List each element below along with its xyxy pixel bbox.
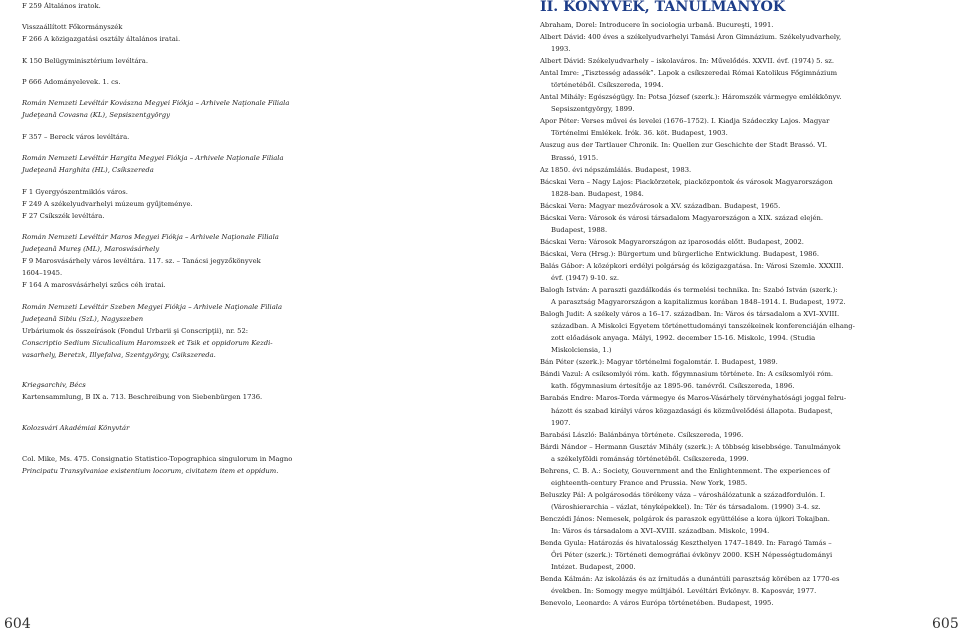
bibliography-entry: Antal Imre: „Tisztesség adassék”. Lapok a csíkszeredai Római Katolikus Főgimnázium: [540, 69, 838, 78]
section-heading: II. KÖNYVEK, TANULMÁNYOK: [540, 0, 786, 15]
bibliography-entry: Benda Gyula: Határozás és hivatalosság Keszthelyen 1747–1849. In: Faragó Tamás –: [540, 539, 832, 548]
bibliography-entry: Benda Kálmán: Az iskolázás és az írnitudás a dunántúli parasztság körében az 1770-es: [540, 575, 840, 584]
bibliography-entry: Auszug aus der Tartlauer Chronik. In: Quellen zur Geschichte der Stadt Brassó. VI.: [540, 141, 828, 150]
archive-item-line: F 266 A közigazgatási osztály általános iratai.: [22, 35, 181, 44]
bibliography-continuation: In: Város és társadalom a XVI–XVIII. században. Miskolc, 1994.: [551, 526, 770, 535]
bibliography-continuation: Őri Péter (szerk.): Történeti demográfiai évkönyv 2000. KSH Népességtudományi: [551, 551, 833, 560]
bibliography-entry: Apor Péter: Verses művei és levelei (1676–1752). I. Kiadja Szádeczky Lajos. Magyar: [540, 117, 830, 126]
bibliography-entry: Abraham, Dorel: Introducere în sociologia urbană. Bucureşti, 1991.: [540, 21, 774, 29]
bibliography-continuation: kath. főgymnasium értesítője az 1895-96. tanévről. Csíkszereda, 1896.: [551, 382, 795, 391]
bibliography-continuation: házott és szabad királyi város közgazdasági és közművelődési állapota. Budapest,: [551, 406, 833, 415]
archive-item-line: 1604–1945.: [22, 269, 63, 278]
archive-item-line: F 9 Marosvásárhely város levéltára. 117. sz. – Tanácsi jegyzőkönyvek: [22, 257, 261, 266]
archive-heading-line: Judeţeană Covasna (KL), Sepsiszentgyörgy: [22, 111, 170, 120]
bibliography-continuation: Sepsiszentgyörgy, 1899.: [551, 105, 635, 114]
bibliography-entry: Benevolo, Leonardo: A város Európa történetében. Budapest, 1995.: [540, 599, 774, 608]
bibliography-entry: Barabási László: Balánbánya története. Csíkszereda, 1996.: [540, 430, 744, 439]
archive-item-line: F 249 A székelyudvarhelyi múzeum gyűjteménye.: [22, 199, 193, 208]
bibliography-entry: Antal Mihály: Egészségügy. In: Potsa József (szerk.): Háromszék vármegye emlékkönyv.: [540, 93, 842, 102]
page-number-right: 605: [932, 616, 959, 632]
bibliography-continuation: Budapest, 1988.: [551, 225, 608, 234]
page-number-left: 604: [4, 616, 31, 632]
archive-heading-line: Conscriptio Sedium Siculicalium Haromszek et Tsik et oppidorum Kezdi-: [22, 338, 273, 347]
bibliography-continuation: Intézet. Budapest, 2000.: [551, 563, 636, 572]
bibliography-entry: Balogh István: A paraszti gazdálkodás és termelési technika. In: Szabó István (szerk.):: [540, 286, 838, 295]
bibliography-entry: Bácskai Vera: Városok Magyarországon az iparosodás előtt. Budapest, 2002.: [540, 237, 804, 246]
archive-heading-line: Kriegsarchiv, Bécs: [22, 381, 86, 390]
bibliography-continuation: történetéből. Csíkszereda, 1994.: [551, 81, 664, 90]
bibliography-entry: Beluszky Pál: A polgárosodás törékeny váza – városhálózatunk a századfordulón. I.: [540, 490, 826, 499]
bibliography-continuation: években. In: Somogy megye múltjából. Levéltári Évkönyv. 8. Kaposvár, 1977.: [551, 587, 817, 596]
bibliography-entry: Bácskai Vera: Városok és városi társadalom Magyarországon a XIX. század elején.: [540, 213, 824, 222]
bibliography-continuation: században. A Miskolci Egyetem történettudományi tanszékeinek konferenciáján elhang-: [551, 322, 855, 331]
right-column: [540, 19, 959, 609]
bibliography-continuation: A parasztság Magyarországon a kapitalizmus korában 1848–1914. I. Budapest, 1972.: [551, 298, 846, 307]
bibliography-entry: Bácskai Vera – Nagy Lajos: Piackörzetek, piacközpontok és városok Magyarországon: [540, 177, 833, 186]
archive-heading-line: Judeţeană Sibiu (SzL), Nagyszeben: [22, 314, 144, 323]
bibliography-entry: Bárdi Nándor – Hermann Gusztáv Mihály (szerk.): A többség kisebbsége. Tanulmányok: [540, 442, 841, 451]
archive-heading-line: vasarhely, Beretzk, Illyefalva, Szentgyörgy, Csikszereda.: [22, 350, 216, 359]
bibliography-continuation: Brassó, 1915.: [551, 153, 599, 162]
left-column: [22, 0, 460, 477]
bibliography-continuation: 1828-ban. Budapest, 1984.: [551, 189, 644, 198]
bibliography-entry: Balogh Judit: A székely város a 16–17. században. In: Város és társadalom a XVI–XVIII.: [540, 310, 840, 319]
archive-item-line: F 27 Csíkszék levéltára.: [22, 211, 105, 220]
bibliography-entry: Bácskai Vera: Magyar mezővárosok a XV. században. Budapest, 1965.: [540, 201, 781, 210]
archive-item-line: K 150 Belügyminisztérium levéltára.: [22, 56, 149, 65]
bibliography-continuation: eighteenth-century France and Prussia. New York, 1985.: [551, 478, 748, 487]
bibliography-continuation: zott előadások anyaga. Mályi, 1992. december 15-16. Miskolc, 1994. (Studia: [551, 334, 816, 343]
archive-item-line: P 666 Adományelevek. 1. cs.: [22, 78, 121, 87]
archive-item-line: Urbáriumok és összeírások (Fondul Urbarii şi Conscripţii), nr. 52:: [22, 326, 249, 335]
archive-item-line: Visszaállított Főkormányszék: [22, 23, 123, 32]
archive-heading-line: Kolozsvári Akadémiai Könyvtár: [22, 424, 130, 433]
archive-heading-line: Judeţeană Harghita (HL), Csíkszereda: [22, 166, 154, 175]
bibliography-entry: Barabás Endre: Maros-Torda vármegye és Maros-Vásárhely törvényhatósági joggal felru-: [540, 394, 847, 403]
archive-heading-line: Principatu Transylvaniae existentium locorum, civitatem item et oppidum.: [22, 466, 279, 475]
bibliography-entry: Behrens, C. B. A.: Society, Gouvernment and the Enlightenment. The experiences of: [540, 466, 830, 475]
bibliography-continuation: Miskolciensia, 1.): [551, 346, 612, 355]
bibliography-entry: Albert Dávid: Székelyudvarhely – iskolaváros. In: Művelődés. XXVII. évf. (1974) 5. sz.: [540, 57, 835, 66]
archive-item-line: F 357 – Bereck város levéltára.: [22, 132, 130, 141]
bibliography-continuation: a székelyföldi románság történetéből. Csíkszereda, 1999.: [551, 454, 749, 463]
archive-item-line: F 259 Általános iratok.: [22, 2, 101, 10]
bibliography-entry: Benczédi János: Nemesek, polgárok és paraszok együttélése a kora újkori Tokajban.: [540, 514, 830, 523]
archive-heading-line: Román Nemzeti Levéltár Szeben Megyei Fiókja – Arhivele Naţionale Filiala: [22, 302, 283, 311]
bibliography-continuation: Történelmi Emlékek. Írók. 36. köt. Budapest, 1903.: [551, 129, 728, 138]
archive-heading-line: Román Nemzeti Levéltár Hargita Megyei Fiókja – Arhivele Naţionale Filiala: [22, 154, 284, 163]
archive-item-line: F 1 Gyergyószentmiklós város.: [22, 187, 128, 196]
archive-item-line: Kartensammlung, B IX a. 713. Beschreibung von Siebenbürgen 1736.: [22, 393, 263, 402]
bibliography-entry: Balás Gábor: A középkori erdélyi polgárság és közigazgatása. In: Városi Szemle. XXXIII.: [540, 261, 844, 270]
archive-heading-line: Román Nemzeti Levéltár Maros Megyei Fiókja – Arhivele Naţionale Filiala: [22, 232, 279, 241]
archive-heading-line: Judeţeană Mureş (ML), Marosvásárhely: [22, 245, 160, 254]
archive-item-line: Col. Mike, Ms. 475. Consignatio Statistico-Topographica singulorum in Magno: [22, 454, 293, 463]
bibliography-entry: Bácskai, Vera (Hrsg.): Bürgertum und bürgerliche Entwicklung. Budapest, 1986.: [540, 249, 819, 258]
bibliography-entry: Bán Péter (szerk.): Magyar történelmi fogalomtár. I. Budapest, 1989.: [540, 358, 778, 367]
bibliography-continuation: évf. (1947) 9-10. sz.: [551, 273, 620, 282]
archive-heading-line: Román Nemzeti Levéltár Kovászna Megyei Fiókja – Arhivele Naţionale Filiala: [22, 99, 290, 108]
archive-item-line: F 164 A marosvásárhelyi szűcs céh iratai.: [22, 281, 166, 290]
bibliography-entry: Az 1850. évi népszámlálás. Budapest, 1983.: [540, 165, 692, 174]
bibliography-continuation: 1907.: [551, 418, 571, 427]
bibliography-entry: Bándi Vazul: A csíksomlyói róm. kath. főgymnasium története. In: A csíksomlyói róm.: [540, 370, 834, 379]
bibliography-continuation: (Városhierarchia – vázlat, tényképekkel). In: Tér és társadalom. (1990) 3-4. sz.: [551, 502, 821, 511]
bibliography-entry: Albert Dávid: 400 éves a székelyudvarhelyi Tamási Áron Gimnázium. Székelyudvarhely,: [540, 33, 842, 42]
bibliography-continuation: 1993.: [551, 45, 571, 54]
